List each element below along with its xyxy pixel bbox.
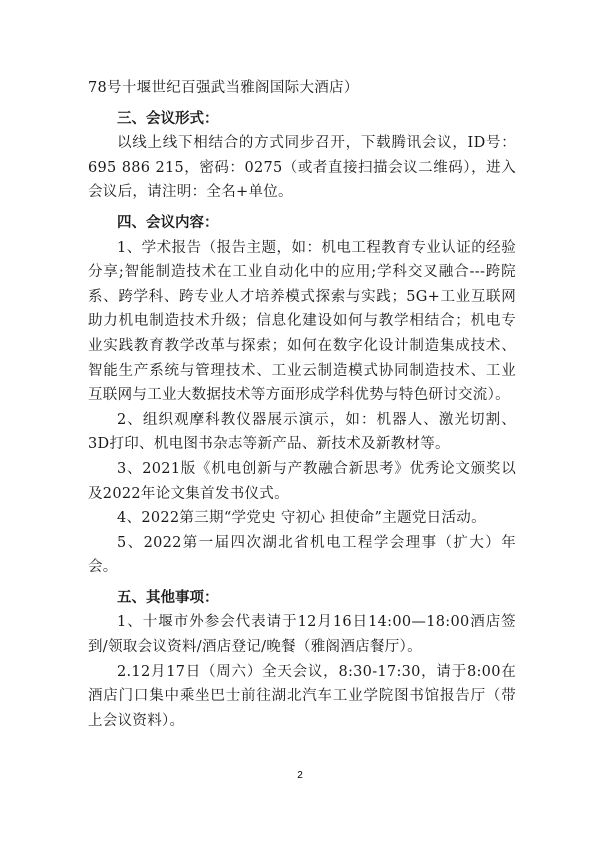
document-body — [88, 76, 516, 733]
other-item-schedule: 2.12月17日（周六）全天会议，8:30-17:30，请于8:00在酒店门口集中乘坐巴士前往湖北汽车工业学院图书馆报告厅（带上会议资料）。 — [88, 663, 516, 729]
section-heading-meeting-format: 三、会议形式： — [117, 110, 219, 127]
meeting-format-paragraph: 以线上线下相结合的方式同步召开，下载腾讯会议，ID号：695 886 215，密码：0275（或者直接扫描会议二维码），进入会议后，请注明：全名+单位。 — [88, 135, 516, 201]
content-item-paper-award: 3、2021版《机电创新与产教融合新思考》优秀论文颁奖以及2022年论文集首发书仪式。 — [88, 460, 516, 502]
content-item-party-day: 4、2022第三期“学党史 守初心 担使命”主题党日活动。 — [117, 510, 486, 527]
content-item-instrument-exhibition: 2、组织观摩科教仪器展示演示，如：机器人、激光切割、3D打印、机电图书杂志等新产品、新技术及新教材等。 — [88, 411, 516, 453]
content-item-academic-report: 1、学术报告（报告主题，如：机电工程教育专业认证的经验分享;智能制造技术在工业自动化中的应用;学科交叉融合---跨院系、跨学科、跨专业人才培养模式探索与实践；5G+工业互联网助力机电制造技术升级；信息化建设如何与教学相结合；机电专业实践教育教学改革与探索；如何在数字化设计制造集成技术、智能生产系统与管理技术、工业云制造模式协同制造技术、工业互联网与工业大数据技术等方面形成学科优势与特色研讨交流）。 — [88, 239, 516, 404]
section-heading-meeting-content: 四、会议内容： — [117, 214, 219, 231]
section-heading-other-matters: 五、其他事项： — [117, 589, 219, 606]
address-continuation: 78号十堰世纪百强武当雅阁国际大酒店） — [88, 80, 359, 96]
content-item-annual-meeting: 5、2022第一届四次湖北省机电工程学会理事（扩大）年会。 — [88, 534, 516, 576]
other-item-checkin: 1、十堰市外参会代表请于12月16日14:00—18:00酒店签到/领取会议资料/酒店登记/晚餐（雅阁酒店餐厅）。 — [88, 614, 516, 656]
page-number: 2 — [297, 770, 303, 781]
